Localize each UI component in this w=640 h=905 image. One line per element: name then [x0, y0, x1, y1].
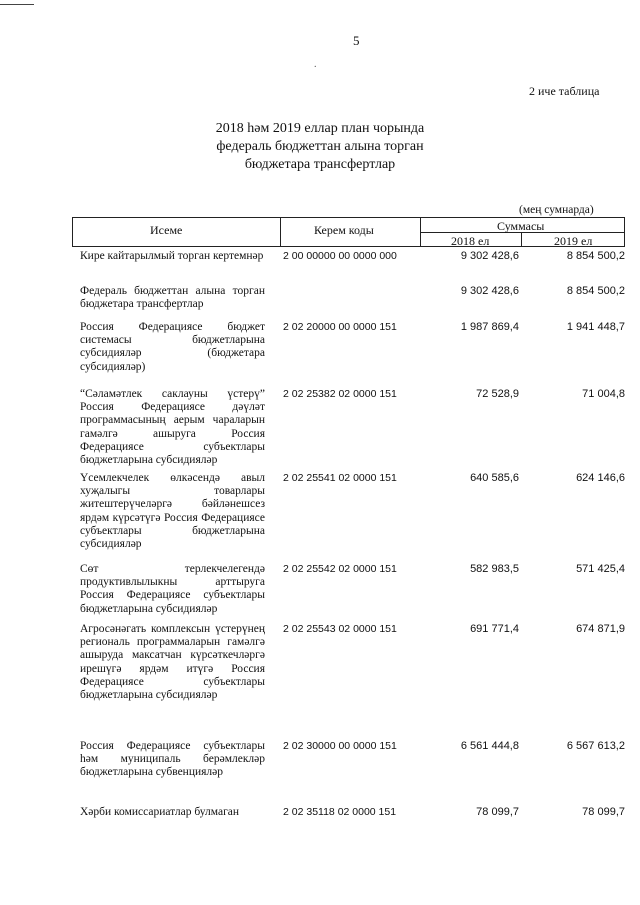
header-divider-4 — [521, 232, 522, 247]
header-top-border — [72, 217, 624, 218]
row-code: 2 02 35118 02 0000 151 — [283, 806, 397, 818]
row-value-2019: 6 567 613,2 — [566, 740, 625, 752]
row-code: 2 02 25541 02 0000 151 — [283, 472, 397, 484]
title-line-1: 2018 һәм 2019 еллар план чорында — [215, 121, 425, 136]
header-2019: 2019 ел — [554, 234, 593, 248]
row-value-2018: 691 771,4 — [470, 623, 519, 635]
row-value-2019: 8 854 500,2 — [566, 285, 625, 297]
top-left-rule — [0, 4, 34, 5]
header-sums: Суммасы — [497, 219, 545, 233]
row-code: 2 02 25542 02 0000 151 — [283, 563, 397, 575]
row-code: 2 02 25543 02 0000 151 — [283, 623, 397, 635]
row-code: 2 02 30000 00 0000 151 — [283, 740, 397, 752]
title-line-3: бюджетара трансфертлар — [244, 157, 396, 172]
row-name: Хәрби комиссариатлар булмаган — [80, 806, 240, 818]
header-code: Керем коды — [314, 223, 374, 237]
header-divider-5 — [624, 217, 625, 247]
row-code: 2 00 00000 00 0000 000 — [283, 250, 397, 262]
header-2018: 2018 ел — [451, 234, 490, 248]
row-name: Агросәнәгать комплексын үстерүнең региональ программаларын гамәлгә ашыруда максатчан күрсәткечләргә ирешүгә ярдәм итүгә Россия Федерациясе субъектлары бюджетларына субсидияләр — [80, 623, 265, 702]
header-divider-2 — [280, 217, 281, 247]
row-value-2019: 571 425,4 — [576, 563, 625, 575]
row-value-2018: 9 302 428,6 — [460, 250, 519, 262]
row-name: Үсемлекчелек өлкәсендә авыл хуҗалыгы товарлары житештерүчеләргә бәйләнешсез ярдәм күрсәтүгә Россия Федерациясе субъектлары бюджетларына субсидияләр — [80, 472, 265, 551]
row-value-2019: 624 146,6 — [576, 472, 625, 484]
row-value-2019: 674 871,9 — [576, 623, 625, 635]
row-value-2018: 582 983,5 — [470, 563, 519, 575]
title-line-2: федераль бюджеттан алына торган — [216, 139, 424, 154]
header-divider-3 — [420, 217, 421, 247]
row-value-2019: 71 004,8 — [582, 388, 625, 400]
table-label: 2 иче таблица — [529, 84, 600, 98]
document-title — [150, 120, 490, 174]
row-name: Россия Федерациясе бюджет системасы бюджетларына субсидияләр (бюджетара субсидияләр) — [80, 321, 265, 373]
row-code: 2 02 20000 00 0000 151 — [283, 321, 397, 333]
row-value-2019: 8 854 500,2 — [566, 250, 625, 262]
header-bottom-border — [72, 246, 624, 247]
scan-speck: . — [314, 59, 317, 70]
row-value-2018: 1 987 869,4 — [460, 321, 519, 333]
row-name: Кире кайтарылмый торган кертемнәр — [80, 250, 264, 262]
unit-note: (мең сумнарда) — [519, 204, 594, 216]
page-number: 5 — [353, 33, 360, 48]
row-value-2018: 640 585,6 — [470, 472, 519, 484]
row-value-2018: 9 302 428,6 — [460, 285, 519, 297]
row-value-2018: 72 528,9 — [476, 388, 519, 400]
row-value-2019: 78 099,7 — [582, 806, 625, 818]
row-name: “Сәламәтлек саклауны үстерү” Россия Федерациясе дәүләт программасының аерым чараларын гамәлгә ашыруга Россия Федерациясе субъектлары бюджетларына субсидияләр — [80, 388, 265, 467]
header-divider-1 — [72, 217, 73, 247]
row-value-2019: 1 941 448,7 — [566, 321, 625, 333]
row-name: Россия Федерациясе субъектлары һәм муниципаль берәмлекләр бюджетларына субвенцияләр — [80, 740, 265, 779]
header-name: Исеме — [150, 223, 183, 237]
row-value-2018: 78 099,7 — [476, 806, 519, 818]
row-value-2018: 6 561 444,8 — [460, 740, 519, 752]
row-name: Федераль бюджеттан алына торган бюджетара трансфертлар — [80, 285, 265, 311]
row-name: Сөт терлекчелегендә продуктивлылыкны арттыруга Россия Федерациясе субъектлары бюджетларына субсидияләр — [80, 563, 265, 615]
row-code: 2 02 25382 02 0000 151 — [283, 388, 397, 400]
